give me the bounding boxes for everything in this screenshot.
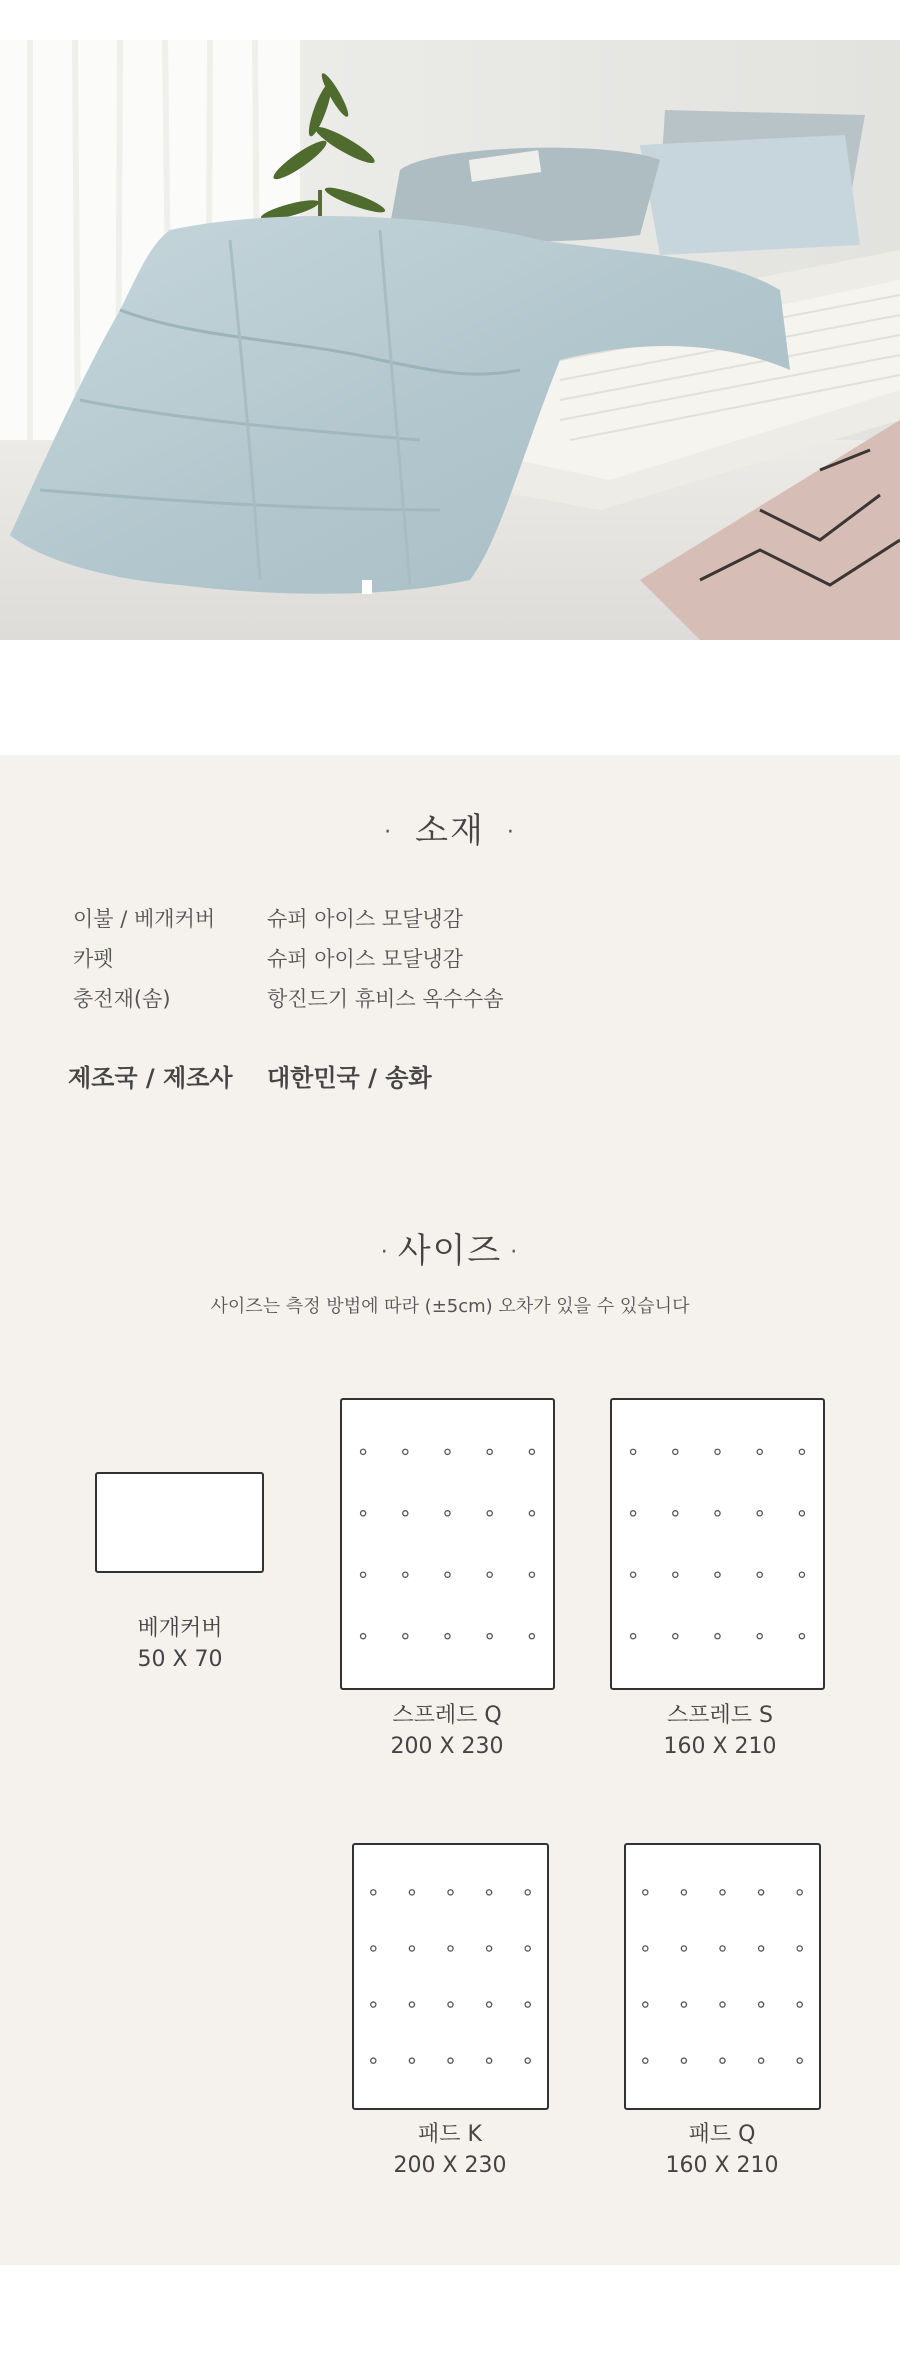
quilt-stitch-dot bbox=[525, 1890, 530, 1895]
quilt-stitch-dot bbox=[448, 2058, 453, 2063]
quilt-stitch-dot bbox=[487, 1946, 492, 1951]
quilt-stitch-dot bbox=[720, 1890, 725, 1895]
pad-k-diagram bbox=[352, 1843, 549, 2110]
quilt-stitch-dot bbox=[681, 1890, 686, 1895]
quilt-stitch-dot bbox=[487, 1634, 492, 1639]
quilt-stitch-dot bbox=[371, 1890, 376, 1895]
quilt-stitch-dot bbox=[631, 1511, 636, 1516]
quilt-stitch-dot bbox=[715, 1449, 720, 1454]
size-label-pad-q bbox=[622, 2119, 822, 2181]
heading-dot-left: · bbox=[384, 820, 394, 845]
size-item-dims: 160 X 210 bbox=[663, 1734, 777, 1759]
spread-s-diagram bbox=[610, 1398, 825, 1690]
quilting-dots bbox=[354, 1845, 547, 2108]
quilt-stitch-dot bbox=[673, 1572, 678, 1577]
quilt-stitch-dot bbox=[799, 1634, 804, 1639]
quilt-stitch-dot bbox=[715, 1572, 720, 1577]
quilt-stitch-dot bbox=[361, 1511, 366, 1516]
quilt-stitch-dot bbox=[631, 1634, 636, 1639]
quilt-stitch-dot bbox=[681, 1946, 686, 1951]
size-item-dims: 200 X 230 bbox=[390, 1734, 504, 1759]
quilt-stitch-dot bbox=[715, 1511, 720, 1516]
quilt-stitch-dot bbox=[757, 1511, 762, 1516]
quilt-stitch-dot bbox=[487, 1890, 492, 1895]
quilt-stitch-dot bbox=[529, 1511, 534, 1516]
quilt-stitch-dot bbox=[525, 2002, 530, 2007]
pad-q-diagram bbox=[624, 1843, 821, 2110]
size-label-pillow-cover bbox=[80, 1613, 280, 1675]
quilt-stitch-dot bbox=[797, 2002, 802, 2007]
quilt-stitch-dot bbox=[525, 1946, 530, 1951]
pillow-cover-diagram bbox=[95, 1472, 264, 1573]
quilt-stitch-dot bbox=[487, 1511, 492, 1516]
quilt-stitch-dot bbox=[797, 1946, 802, 1951]
quilt-stitch-dot bbox=[409, 1946, 414, 1951]
material-value: 항진드기 휴비스 옥수수솜 bbox=[267, 987, 504, 1011]
quilting-dots bbox=[342, 1400, 553, 1688]
quilt-stitch-dot bbox=[720, 1946, 725, 1951]
quilt-stitch-dot bbox=[409, 2058, 414, 2063]
quilt-stitch-dot bbox=[757, 1449, 762, 1454]
material-value: 슈퍼 아이스 모달냉감 bbox=[267, 907, 463, 931]
quilt-stitch-dot bbox=[409, 1890, 414, 1895]
quilt-stitch-dot bbox=[799, 1449, 804, 1454]
quilting-dots bbox=[626, 1845, 819, 2108]
quilt-stitch-dot bbox=[445, 1634, 450, 1639]
quilt-stitch-dot bbox=[448, 2002, 453, 2007]
quilt-stitch-dot bbox=[797, 1890, 802, 1895]
size-item-dims: 160 X 210 bbox=[665, 2153, 779, 2178]
material-label: 충전재(솜) bbox=[73, 987, 171, 1011]
size-label-spread-q bbox=[347, 1700, 547, 1762]
quilt-stitch-dot bbox=[448, 1946, 453, 1951]
quilt-stitch-dot bbox=[403, 1511, 408, 1516]
quilt-stitch-dot bbox=[631, 1449, 636, 1454]
quilt-stitch-dot bbox=[529, 1572, 534, 1577]
quilt-stitch-dot bbox=[403, 1572, 408, 1577]
size-label-spread-s bbox=[620, 1700, 820, 1762]
quilt-stitch-dot bbox=[759, 2002, 764, 2007]
origin-label: 제조국 / 제조사 bbox=[68, 1064, 233, 1092]
quilt-stitch-dot bbox=[799, 1572, 804, 1577]
quilt-stitch-dot bbox=[371, 2058, 376, 2063]
quilt-stitch-dot bbox=[757, 1572, 762, 1577]
product-info-section bbox=[0, 755, 900, 2265]
quilt-stitch-dot bbox=[643, 1946, 648, 1951]
quilt-stitch-dot bbox=[529, 1449, 534, 1454]
spread-q-diagram bbox=[340, 1398, 555, 1690]
quilt-stitch-dot bbox=[445, 1511, 450, 1516]
size-item-dims: 50 X 70 bbox=[137, 1647, 223, 1672]
heading-dot-right: · bbox=[510, 1240, 520, 1265]
material-label: 이불 / 베개커버 bbox=[73, 907, 216, 931]
quilt-stitch-dot bbox=[371, 1946, 376, 1951]
size-item-name: 패드 Q bbox=[688, 2122, 756, 2147]
quilt-stitch-dot bbox=[643, 2058, 648, 2063]
size-heading bbox=[0, 1223, 900, 1272]
size-item-name: 패드 K bbox=[418, 2122, 482, 2147]
quilt-stitch-dot bbox=[445, 1449, 450, 1454]
quilt-stitch-dot bbox=[720, 2058, 725, 2063]
size-item-name: 스프레드 Q bbox=[392, 1703, 502, 1728]
quilt-stitch-dot bbox=[681, 2058, 686, 2063]
size-item-name: 스프레드 S bbox=[667, 1703, 773, 1728]
size-item-name: 베개커버 bbox=[137, 1616, 223, 1641]
heading-dot-right: · bbox=[506, 820, 516, 845]
quilt-stitch-dot bbox=[487, 2058, 492, 2063]
quilt-stitch-dot bbox=[799, 1511, 804, 1516]
quilt-stitch-dot bbox=[371, 2002, 376, 2007]
quilt-stitch-dot bbox=[643, 2002, 648, 2007]
quilt-stitch-dot bbox=[643, 1890, 648, 1895]
quilt-stitch-dot bbox=[759, 2058, 764, 2063]
quilt-stitch-dot bbox=[361, 1634, 366, 1639]
quilt-stitch-dot bbox=[759, 1946, 764, 1951]
quilt-stitch-dot bbox=[715, 1634, 720, 1639]
quilt-stitch-dot bbox=[448, 1890, 453, 1895]
quilting-dots bbox=[612, 1400, 823, 1688]
quilt-stitch-dot bbox=[525, 2058, 530, 2063]
hero-bedroom-image bbox=[0, 40, 900, 640]
quilt-stitch-dot bbox=[797, 2058, 802, 2063]
quilt-stitch-dot bbox=[673, 1511, 678, 1516]
quilt-stitch-dot bbox=[409, 2002, 414, 2007]
quilt-stitch-dot bbox=[529, 1634, 534, 1639]
material-value: 슈퍼 아이스 모달냉감 bbox=[267, 947, 463, 971]
origin-value: 대한민국 / 송화 bbox=[267, 1064, 432, 1092]
quilt-stitch-dot bbox=[403, 1449, 408, 1454]
size-item-dims: 200 X 230 bbox=[393, 2153, 507, 2178]
heading-dot-left: · bbox=[380, 1240, 390, 1265]
quilt-stitch-dot bbox=[487, 2002, 492, 2007]
quilt-stitch-dot bbox=[487, 1572, 492, 1577]
quilt-stitch-dot bbox=[487, 1449, 492, 1454]
material-title: 소재 bbox=[415, 811, 485, 851]
quilt-stitch-dot bbox=[403, 1634, 408, 1639]
quilt-stitch-dot bbox=[720, 2002, 725, 2007]
bedroom-illustration bbox=[0, 40, 900, 640]
quilt-stitch-dot bbox=[757, 1634, 762, 1639]
quilt-stitch-dot bbox=[445, 1572, 450, 1577]
material-label: 카펫 bbox=[73, 947, 114, 971]
quilt-stitch-dot bbox=[361, 1449, 366, 1454]
quilt-stitch-dot bbox=[759, 1890, 764, 1895]
size-title: 사이즈 bbox=[397, 1231, 503, 1271]
quilt-stitch-dot bbox=[673, 1634, 678, 1639]
size-note: 사이즈는 측정 방법에 따라 (±5cm) 오차가 있을 수 있습니다 bbox=[210, 1296, 690, 1317]
quilt-stitch-dot bbox=[681, 2002, 686, 2007]
quilt-stitch-dot bbox=[673, 1449, 678, 1454]
size-label-pad-k bbox=[350, 2119, 550, 2181]
quilt-stitch-dot bbox=[361, 1572, 366, 1577]
quilt-stitch-dot bbox=[631, 1572, 636, 1577]
material-heading bbox=[0, 803, 900, 852]
